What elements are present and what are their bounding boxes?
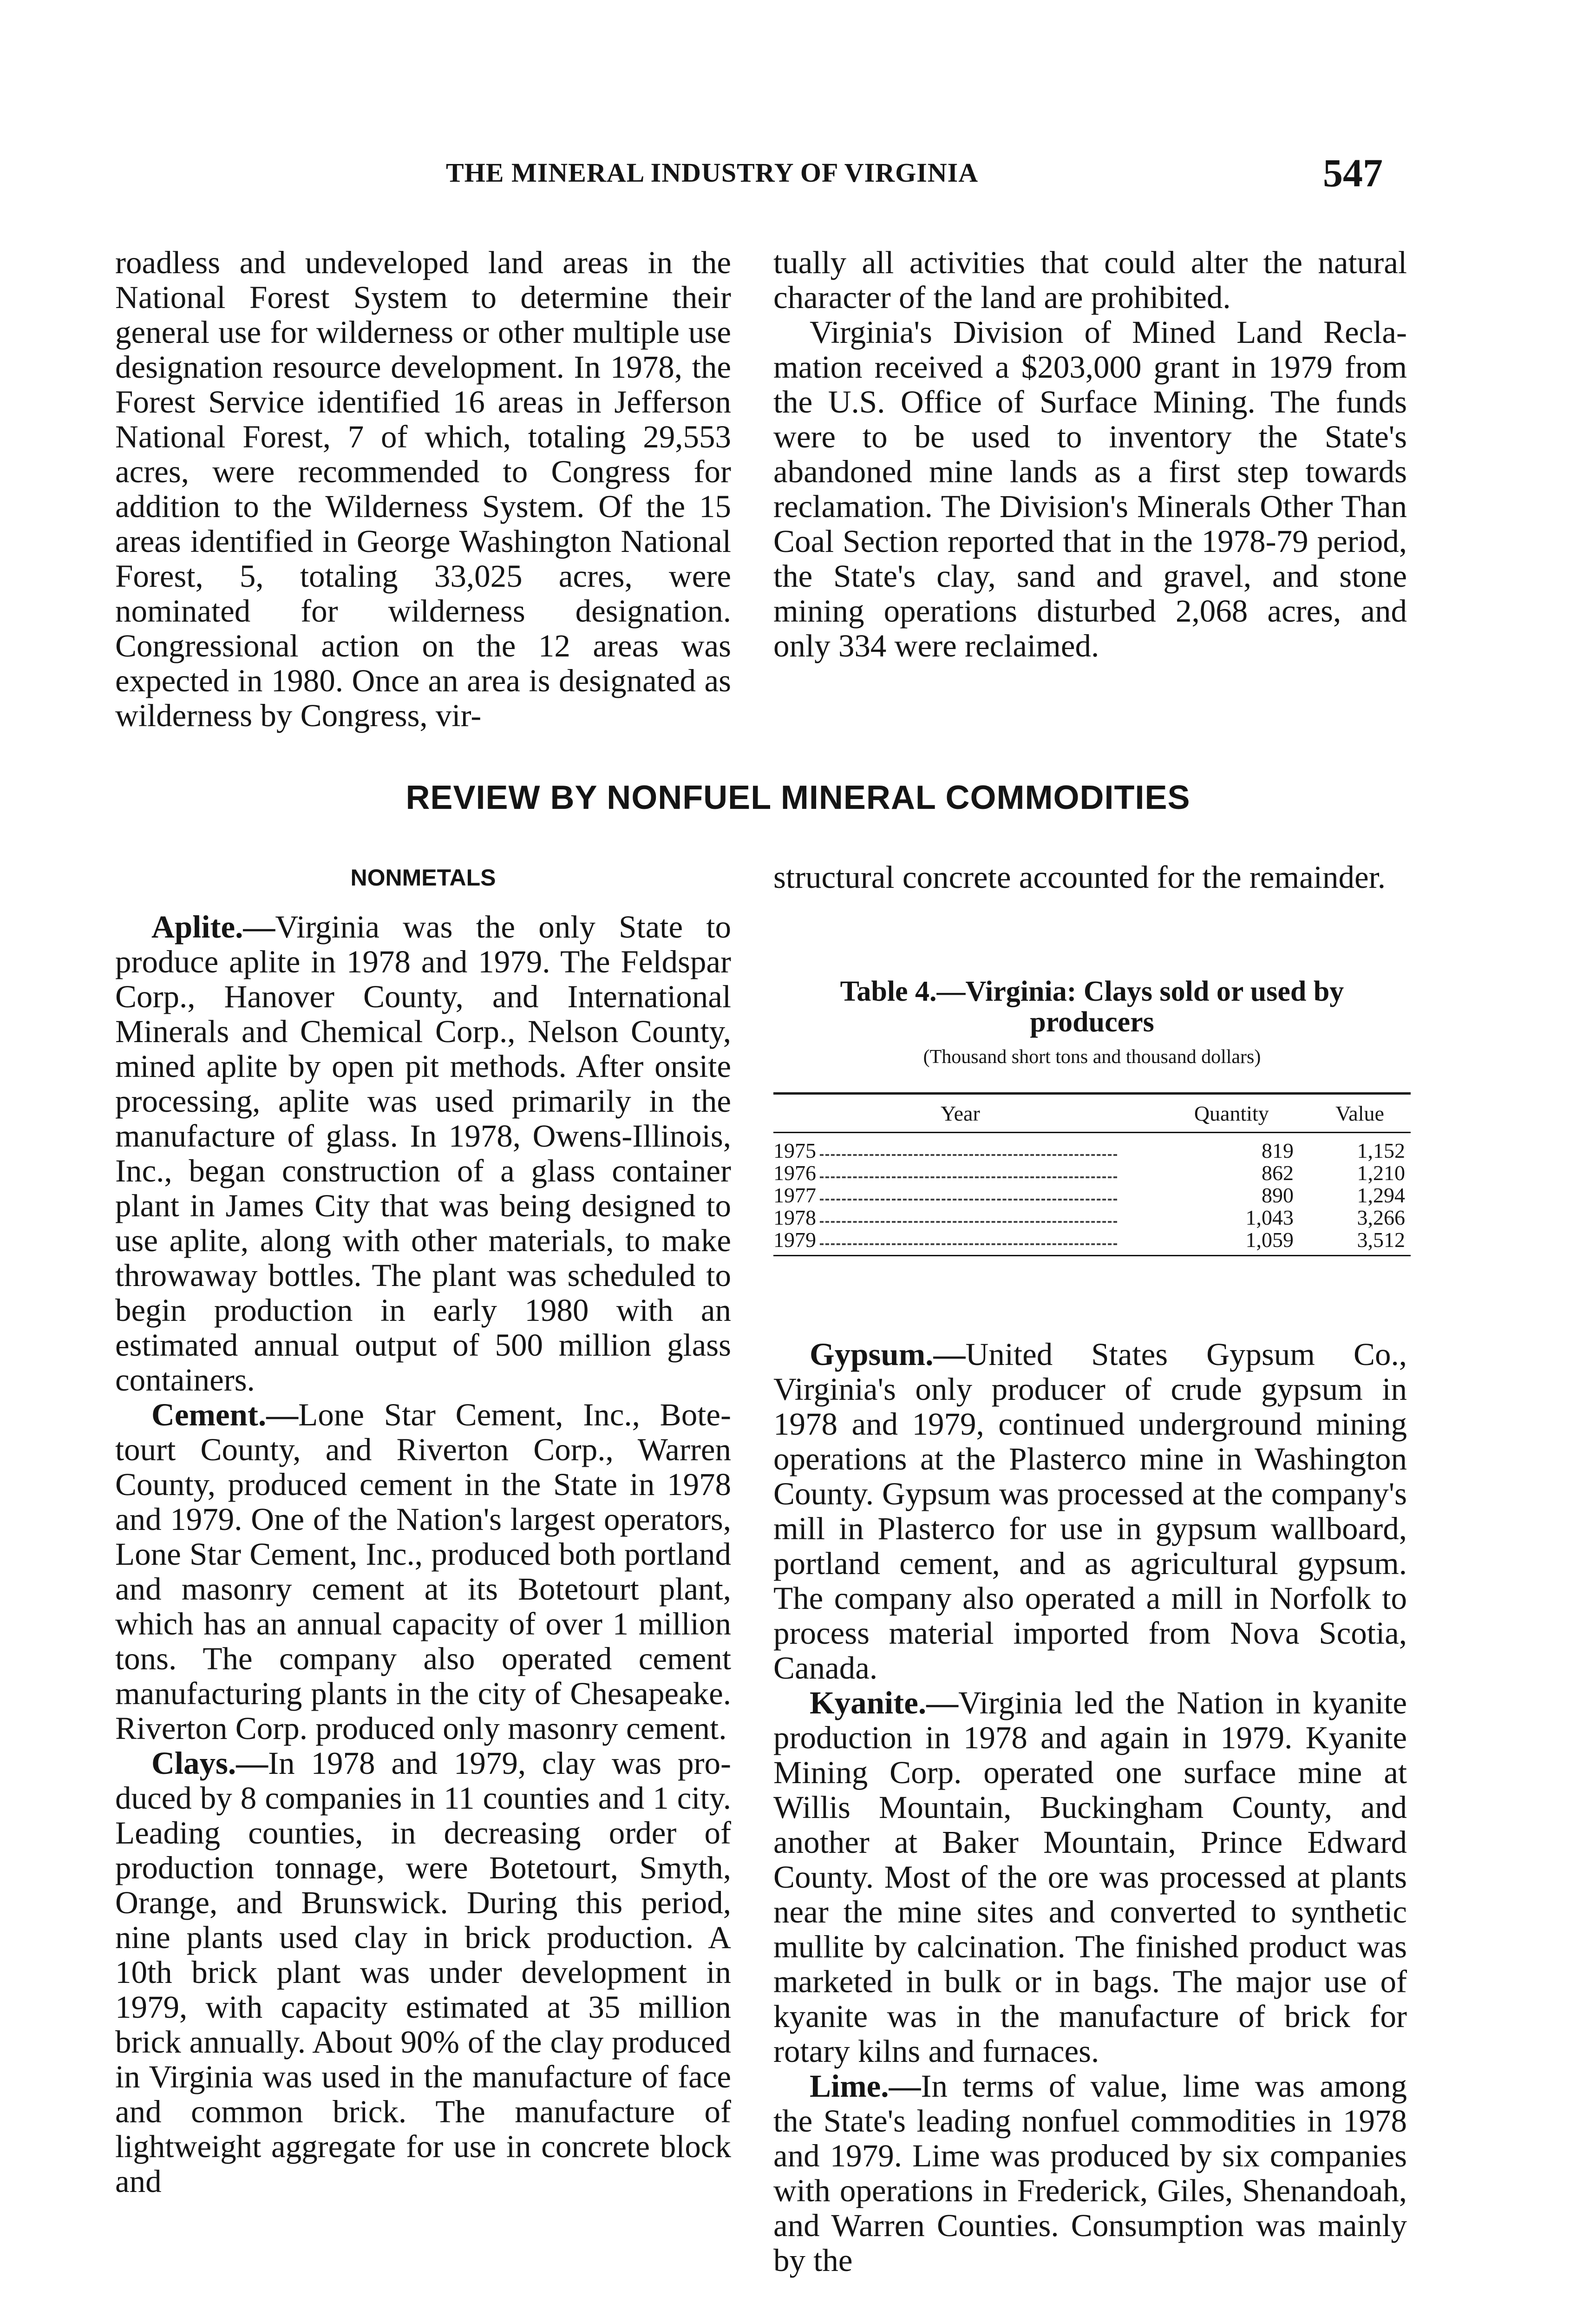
- dot-leader: [820, 1199, 1117, 1201]
- paragraph-cement: [115, 1398, 731, 1746]
- kyanite-heading: Kyanite.—: [810, 1685, 959, 1720]
- row-year: 1979: [773, 1228, 816, 1252]
- table-title: Table 4.—Virginia: Clays sold or used by producers: [840, 976, 1344, 1038]
- cement-text: Lone Star Cement, Inc., Botetourt County, and Riverton Corp., Warren County, produced cement in the State in 1978 and 1979. One of the Nation's largest operators, Lone Star Cement, Inc., produced both portland and masonry cement at its Botetourt plant, which has an annual capacity of over 1 million tons. The company also operated cement manufacturing plants in the city of Chesapeake. Riverton Corp. produced only masonry cement.: [115, 1397, 731, 1746]
- row-value: 3,512: [1357, 1228, 1405, 1252]
- paragraph-wilderness-continued: tually all activities that could alter the natural character of the land are prohibited.: [773, 245, 1407, 315]
- clays-text: In 1978 and 1979, clay was produced by 8 companies in 11 counties and 1 city. Leading counties, in decreasing order of production tonnage, were Botetourt, Smyth, Orange, and Brunswick. During this period, nine plants used clay in brick production. A 10th brick plant was under development in 1979, with capacity estimated at 35 million brick annually. About 90% of the clay produced in Virginia was used in the manufacture of face and common brick. The manufacture of lightweight aggregate for use in concrete block and: [115, 1746, 731, 2199]
- cement-heading: Cement.—: [151, 1397, 299, 1432]
- row-year: 1978: [773, 1206, 816, 1229]
- paragraph-clays: [115, 1746, 731, 2199]
- table-header-row: [773, 1095, 1411, 1132]
- dot-leader: [820, 1154, 1117, 1156]
- row-value: 1,294: [1357, 1183, 1405, 1207]
- table-row: [773, 1229, 1411, 1251]
- row-quantity: 890: [1262, 1183, 1294, 1207]
- row-quantity: 819: [1262, 1139, 1294, 1162]
- gypsum-heading: Gypsum.—: [810, 1337, 966, 1372]
- row-quantity: 1,043: [1245, 1206, 1294, 1229]
- clays-heading: Clays.—: [151, 1746, 268, 1781]
- dot-leader: [820, 1176, 1117, 1178]
- row-quantity: 862: [1262, 1161, 1294, 1185]
- right-column-intro: [773, 860, 1407, 895]
- paragraph-kyanite: [773, 1686, 1407, 2069]
- dot-leader: [820, 1243, 1117, 1245]
- lime-heading: Lime.—: [810, 2068, 921, 2104]
- header-quantity: Quantity: [1194, 1101, 1269, 1125]
- header-year: Year: [941, 1101, 980, 1125]
- header-value: Value: [1335, 1101, 1384, 1125]
- gypsum-text: United States Gypsum Co., Virginia's only producer of crude gypsum in 1978 and 1979, continued underground mining operations at the Plasterco mine in Washington County. Gypsum was processed at the company's mill in Plasterco for use in gypsum wallboard, portland cement, and as agricultural gypsum. The company also operated a mill in Norfolk to process material imported from Nova Scotia, Canada.: [773, 1337, 1407, 1686]
- table-body: [773, 1133, 1411, 1255]
- paragraph-clays-continued: structural concrete accounted for the remainder.: [773, 860, 1386, 895]
- left-column-top: [115, 245, 731, 733]
- row-year: 1977: [773, 1183, 816, 1207]
- table-row: [773, 1140, 1411, 1162]
- section-title: REVIEW BY NONFUEL MINERAL COMMODITIES: [406, 779, 1190, 816]
- subsection-title: NONMETALS: [350, 865, 496, 891]
- page-number: 547: [1323, 151, 1383, 195]
- row-value: 1,152: [1357, 1139, 1405, 1162]
- table-row: [773, 1207, 1411, 1229]
- lime-text: In terms of value, lime was among the State's leading nonfuel commodities in 1978 and 1979. Lime was produced by six companies with operations in Frederick, Giles, Shenandoah, and Warren Counties. Consumption was mainly by the: [773, 2068, 1407, 2278]
- paragraph-mined-land-reclamation: Virginia's Division of Mined Land Reclamation received a $203,000 grant in 1979 from the U.S. Office of Surface Mining. The funds were to be used to inventory the State's abandoned mine lands as a first step towards reclamation. The Division's Minerals Other Than Coal Section reported that in the 1978-79 period, the State's clay, sand and gravel, and stone mining operations disturbed 2,068 acres, and only 334 were reclaimed.: [773, 315, 1407, 663]
- paragraph-lime: [773, 2069, 1407, 2278]
- row-quantity: 1,059: [1245, 1228, 1294, 1252]
- aplite-text: Virginia was the only State to produce aplite in 1978 and 1979. The Feldspar Corp., Hanover County, and International Minerals and Chemical Corp., Nelson County, mined aplite by open pit methods. After onsite processing, aplite was used primarily in the manufacture of glass. In 1978, Owens-Illinois, Inc., began construction of a glass container plant in James City that was being designed to use aplite, along with other materials, to make throwaway bottles. The plant was scheduled to begin production in early 1980 with an estimated annual output of 500 million glass containers.: [115, 909, 731, 1398]
- table-units: (Thousand short tons and thousand dollars): [923, 1046, 1261, 1068]
- row-value: 3,266: [1357, 1206, 1405, 1229]
- paragraph-wilderness: roadless and undeveloped land areas in the National Forest System to determine their general use for wilderness or other multiple use designation resource development. In 1978, the Forest Service identified 16 areas in Jefferson National Forest, 7 of which, totaling 29,553 acres, were recommended to Congress for addition to the Wilderness System. Of the 15 areas identified in George Washington National Forest, 5, totaling 33,025 acres, were nominated for wilderness designation. Congressional action on the 12 areas was expected in 1980. Once an area is designated as wilderness by Congress, vir-: [115, 245, 731, 733]
- right-column-top: [773, 245, 1407, 663]
- row-value: 1,210: [1357, 1161, 1405, 1185]
- aplite-heading: Aplite.—: [151, 909, 275, 945]
- paragraph-gypsum: [773, 1337, 1407, 1686]
- table-row: [773, 1184, 1411, 1207]
- table-bottom-rule: [773, 1255, 1411, 1256]
- running-head: THE MINERAL INDUSTRY OF VIRGINIA: [446, 157, 979, 188]
- row-year: 1976: [773, 1161, 816, 1185]
- kyanite-text: Virginia led the Nation in kyanite production in 1978 and again in 1979. Kyanite Mining Corp. operated one surface mine at Willis Mountain, Buckingham County, and another at Baker Mountain, Prince Edward County. Most of the ore was processed at plants near the mine sites and converted to synthetic mullite by calcination. The finished product was marketed in bulk or in bags. The major use of kyanite was in the manufacture of brick for rotary kilns and furnaces.: [773, 1685, 1407, 2069]
- row-year: 1975: [773, 1139, 816, 1162]
- left-column-body: [115, 910, 731, 2199]
- dot-leader: [820, 1221, 1117, 1223]
- table-row: [773, 1162, 1411, 1184]
- right-column-body: [773, 1337, 1407, 2278]
- clays-table: [773, 976, 1411, 1256]
- paragraph-aplite: [115, 910, 731, 1398]
